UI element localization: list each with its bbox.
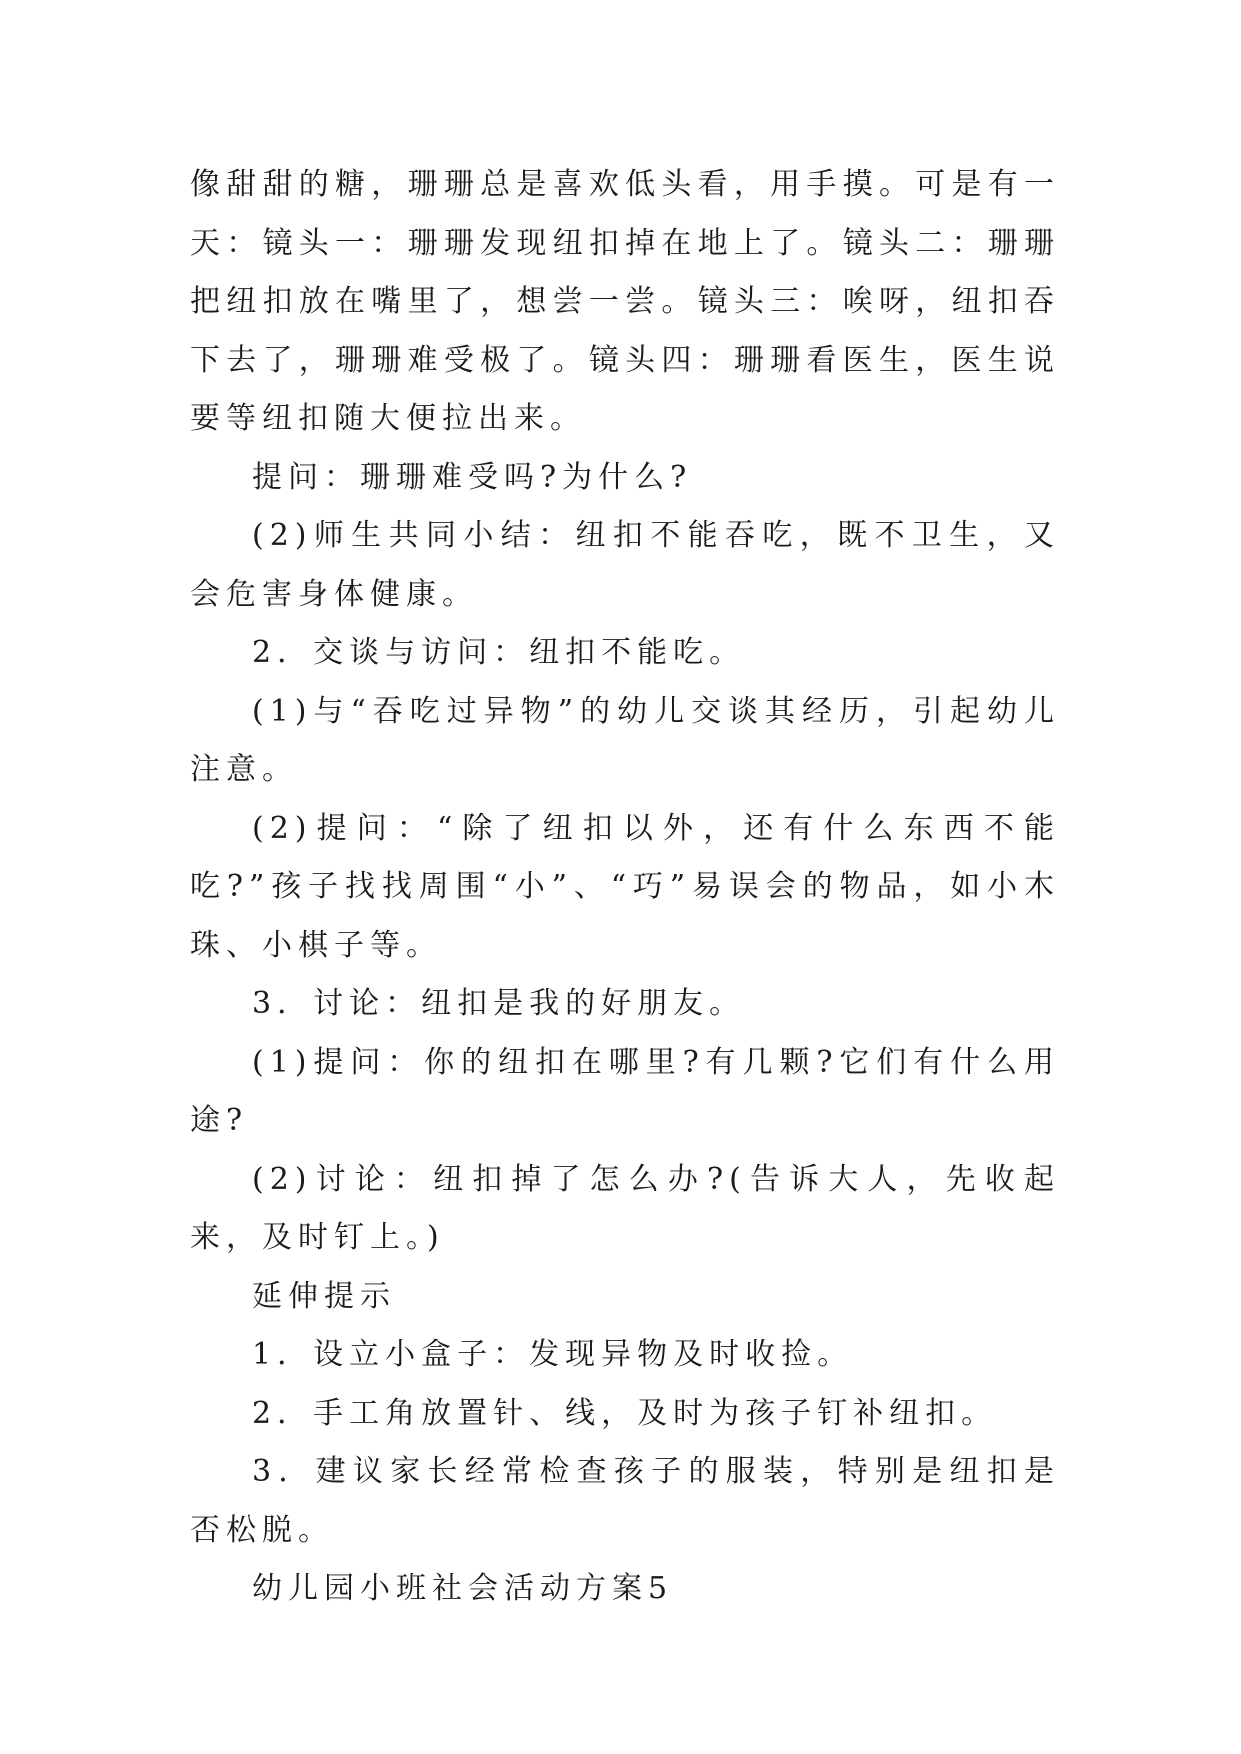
document-body [190, 156, 1060, 1619]
paragraph-next-plan-title: 幼儿园小班社会活动方案5 [252, 1571, 674, 1606]
paragraph-section-3-item-1: (1)提问：你的纽扣在哪里?有几颗?它们有什么用途? [190, 1044, 1060, 1138]
paragraph-extension-item-3: 3．建议家长经常检查孩子的服装，特别是纽扣是否松脱。 [190, 1454, 1060, 1548]
paragraph-section-2-heading: 2．交谈与访问：纽扣不能吃。 [252, 635, 746, 670]
paragraph-extension-item-1: 1．设立小盒子：发现异物及时收捡。 [252, 1337, 854, 1372]
paragraph-story-continuation: 像甜甜的糖，珊珊总是喜欢低头看，用手摸。可是有一天：镜头一：珊珊发现纽扣掉在地上了。镜头二：珊珊把纽扣放在嘴里了，想尝一尝。镜头三：唉呀，纽扣吞下去了，珊珊难受极了。镜头四：珊珊看医生，医生说要等纽扣随大便拉出来。 [190, 167, 1060, 436]
paragraph-extension-item-2: 2．手工角放置针、线，及时为孩子钉补纽扣。 [252, 1395, 998, 1431]
paragraph-section-2-item-1: (1)与“吞吃过异物”的幼儿交谈其经历，引起幼儿注意。 [190, 693, 1060, 787]
paragraph-section-3-item-2: (2)讨论：纽扣掉了怎么办?(告诉大人，先收起来，及时钉上。) [190, 1161, 1060, 1255]
paragraph-question: 提问：珊珊难受吗?为什么? [252, 459, 693, 495]
paragraph-summary: (2)师生共同小结：纽扣不能吞吃，既不卫生，又会危害身体健康。 [190, 518, 1060, 612]
paragraph-section-2-item-2: (2)提问：“除了纽扣以外，还有什么东西不能吃?”孩子找找周围“小”、“巧”易误会的物品，如小木珠、小棋子等。 [190, 810, 1060, 963]
paragraph-extension-heading: 延伸提示 [252, 1278, 396, 1314]
paragraph-section-3-heading: 3．讨论：纽扣是我的好朋友。 [252, 986, 746, 1021]
